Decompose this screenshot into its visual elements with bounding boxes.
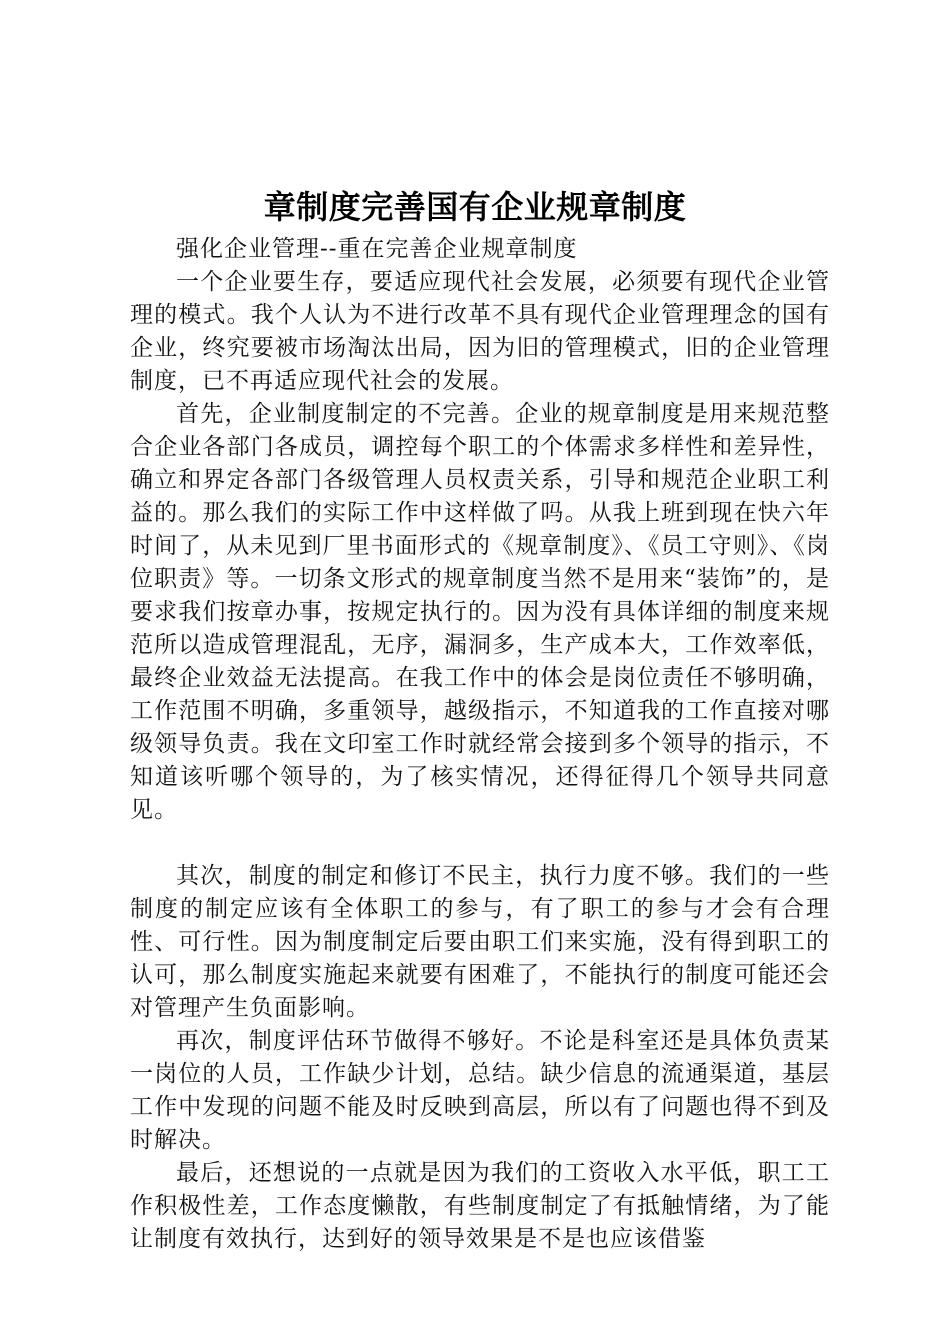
document-title: 章制度完善国有企业规章制度	[263, 188, 687, 226]
paragraph-subtitle: 强化企业管理--重在完善企业规章制度	[176, 236, 578, 262]
paragraph-second-point: 其次，制度的制定和修订不民主，执行力度不够。我们的一些制度的制定应该有全体职工的参与，有了职工的参与才会有合理性、可行性。因为制度制定后要由职工们来实施，没有得到职工的认可，那么制度实施起来就要有困难了，不能执行的制度可能还会对管理产生负面影响。	[130, 863, 830, 1021]
document-body	[130, 233, 830, 1256]
paragraph-first-point: 首先，企业制度制定的不完善。企业的规章制度是用来规范整合企业各部门各成员，调控每个职工的个体需求多样性和差异性，确立和界定各部门各级管理人员权责关系，引导和规范企业职工利益的。那么我们的实际工作中这样做了吗。从我上班到现在快六年时间了，从未见到厂里书面形式的《规章制度》、《员工守则》、《岗位职责》等。一切条文形式的规章制度当然不是用来“装饰”的，是要求我们按章办事，按规定执行的。因为没有具体详细的制度来规范所以造成管理混乱，无序，漏洞多，生产成本大，工作效率低，最终企业效益无法提高。在我工作中的体会是岗位责任不够明确，工作范围不明确，多重领导，越级指示，不知道我的工作直接对哪级领导负责。我在文印室工作时就经常会接到多个领导的指示，不知道该听哪个领导的，为了核实情况，还得征得几个领导共同意见。	[130, 401, 830, 823]
paragraph-last-point: 最后，还想说的一点就是因为我们的工资收入水平低，职工工作积极性差，工作态度懒散，有些制度制定了有抵触情绪，为了能让制度有效执行，达到好的领导效果是不是也应该借鉴	[130, 1160, 830, 1252]
paragraph-intro: 一个企业要生存，要适应现代社会发展，必须要有现代企业管理的模式。我个人认为不进行改革不具有现代企业管理理念的国有企业，终究要被市场淘汰出局，因为旧的管理模式，旧的企业管理制度，已不再适应现代社会的发展。	[130, 269, 830, 394]
paragraph-third-point: 再次，制度评估环节做得不够好。不论是科室还是具体负责某一岗位的人员，工作缺少计划，总结。缺少信息的流通渠道，基层工作中发现的问题不能及时反映到高层，所以有了问题也得不到及时解决。	[130, 1028, 830, 1153]
